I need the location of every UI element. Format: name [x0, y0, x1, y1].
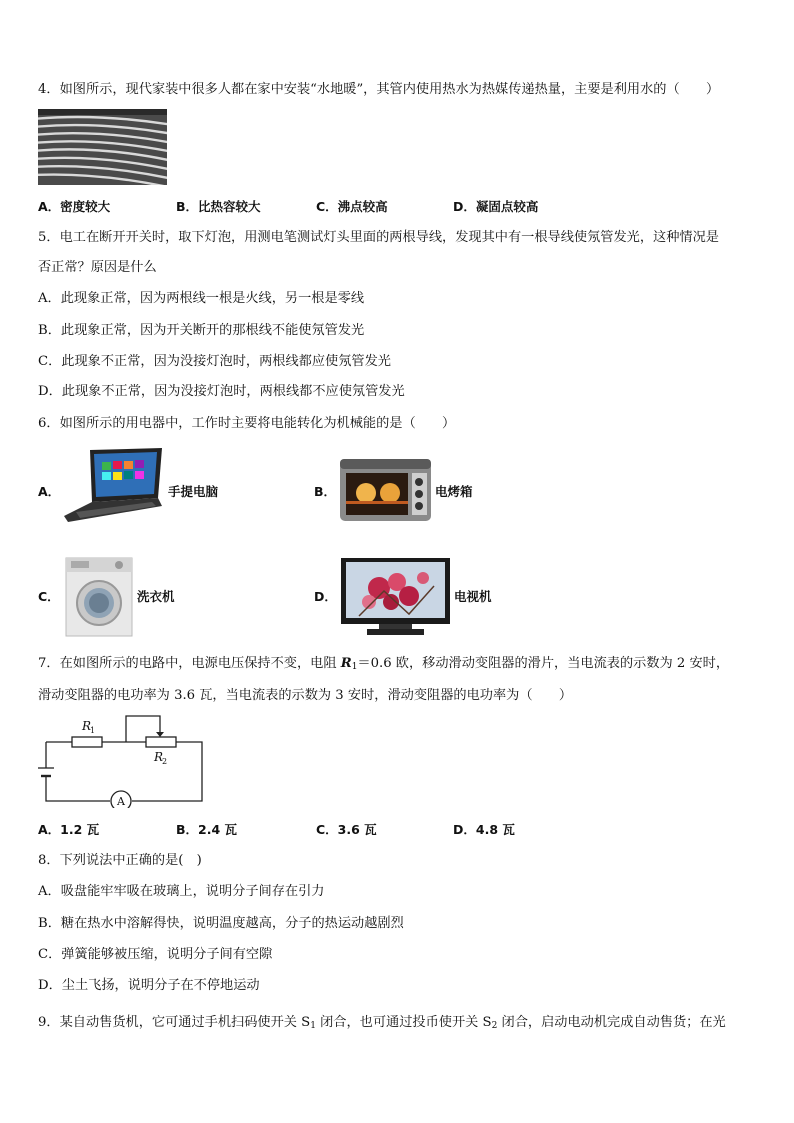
toaster-oven-image: [338, 455, 433, 527]
q5-option-c[interactable]: C．此现象不正常，因为没接灯泡时，两根线都应使氖管发光: [38, 354, 391, 369]
s2-subscript: 2: [491, 1021, 498, 1031]
q6-option-d-label: 电视机: [454, 589, 492, 604]
s1-subscript: 1: [310, 1021, 316, 1031]
q4-stem: 4．如图所示，现代家装中很多人都在家中安装“水地暖”，其管内使用热水为热媒传递热量，主要是利用水的（ ）: [38, 82, 720, 97]
q8-stem: 8．下列说法中正确的是( ): [38, 853, 202, 868]
q7-option-b[interactable]: B．2.4 瓦: [176, 822, 238, 837]
q8-option-b[interactable]: B．糖在热水中溶解得快，说明温度越高，分子的热运动越剧烈: [38, 916, 404, 931]
q8-option-a[interactable]: A．吸盘能牢牢吸在玻璃上，说明分子间存在引力: [38, 884, 325, 899]
q5-stem-line2: 否正常？原因是什么: [38, 260, 157, 275]
q6-option-d-letter[interactable]: D．: [314, 589, 337, 604]
q7-option-c[interactable]: C．3.6 瓦: [316, 822, 377, 837]
q6-stem: 6．如图所示的用电器中，工作时主要将电能转化为机械能的是（ ）: [38, 416, 456, 431]
r1-symbol: R: [340, 656, 352, 671]
q6-option-b-label: 电烤箱: [435, 484, 473, 499]
q8-option-c[interactable]: C．弹簧能够被压缩，说明分子间有空隙: [38, 947, 273, 962]
q8-option-d[interactable]: D．尘土飞扬，说明分子在不停地运动: [38, 978, 260, 993]
laptop-image: [62, 446, 165, 524]
q5-option-b[interactable]: B．此现象正常，因为开关断开的那根线不能使氖管发光: [38, 323, 365, 338]
q5-option-a[interactable]: A．此现象正常，因为两根线一根是火线，另一根是零线: [38, 291, 365, 306]
q7-stem-part1: 7．在如图所示的电路中，电源电压保持不变，电阻: [38, 656, 341, 671]
q6-option-c-label: 洗衣机: [137, 589, 175, 604]
q7-stem-part2: ＝0.6 欧，移动滑动变阻器的滑片，当电流表的示数为 2 安时，: [357, 656, 730, 671]
q4-option-d[interactable]: D．凝固点较高: [453, 199, 539, 214]
q6-option-b-letter[interactable]: B．: [314, 484, 337, 499]
washing-machine-image: [63, 556, 135, 638]
q9-stem-part2: 闭合，也可通过投币使开关 S: [315, 1015, 492, 1030]
ammeter-label: A: [117, 795, 125, 808]
q9-stem-part1: 9．某自动售货机，它可通过手机扫码使开关 S: [38, 1015, 311, 1030]
q7-option-a[interactable]: A．1.2 瓦: [38, 822, 100, 837]
q5-stem-line1: 5．电工在断开开关时，取下灯泡，用测电笔测试灯头里面的两根导线，发现其中有一根导线使氖管发光，这种情况是: [38, 230, 719, 245]
q7-stem-line1: [38, 656, 729, 675]
q6-option-a-label: 手提电脑: [168, 484, 219, 499]
circuit-diagram: [38, 712, 210, 808]
q6-option-c-letter[interactable]: C．: [38, 589, 60, 604]
q9-stem: [38, 1015, 726, 1034]
r2-label: R: [154, 750, 164, 764]
q4-option-c[interactable]: C．沸点较高: [316, 199, 388, 214]
r2-label-sub: 2: [162, 757, 168, 766]
r1-label-sub: 1: [90, 726, 96, 735]
q4-option-b[interactable]: B．比热容较大: [176, 199, 261, 214]
q9-stem-part3: 闭合，启动电动机完成自动售货；在光: [497, 1015, 726, 1030]
q6-option-a-letter[interactable]: A．: [38, 484, 61, 499]
r1-subscript: 1: [351, 662, 358, 672]
q7-option-d[interactable]: D．4.8 瓦: [453, 822, 515, 837]
r1-label: R: [82, 719, 92, 733]
floor-heating-image: [38, 109, 167, 185]
q5-option-d[interactable]: D．此现象不正常，因为没接灯泡时，两根线都不应使氖管发光: [38, 384, 405, 399]
q4-option-a[interactable]: A．密度较大: [38, 199, 111, 214]
television-image: [339, 556, 452, 638]
q7-stem-line2: 滑动变阻器的电功率为 3.6 瓦，当电流表的示数为 3 安时，滑动变阻器的电功率为（ ）: [38, 688, 573, 703]
